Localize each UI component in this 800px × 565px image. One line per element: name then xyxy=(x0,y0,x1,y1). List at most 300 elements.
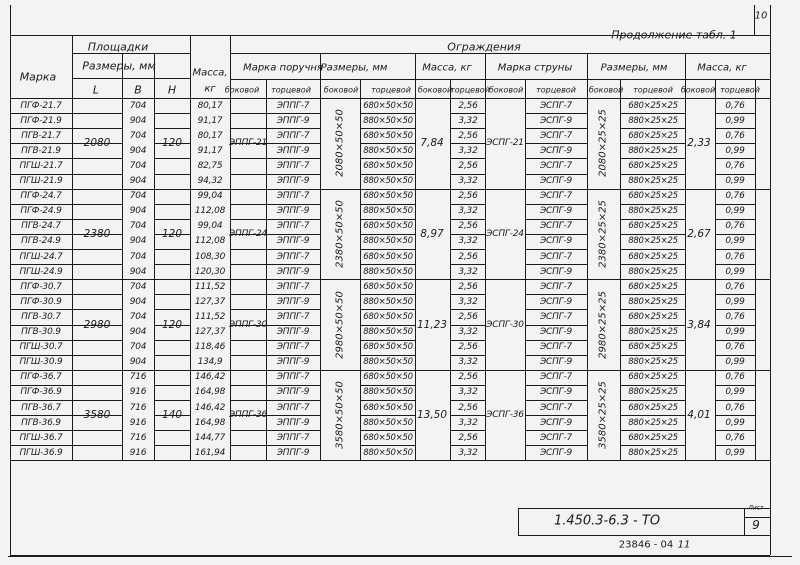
header-bokovoi: боковой xyxy=(224,85,260,95)
string-end-mass: 0,99 xyxy=(725,266,745,277)
row-mass: 94,32 xyxy=(197,176,223,187)
string-end-size: 680×25×25 xyxy=(628,160,678,171)
height-H: 120 xyxy=(161,318,183,331)
height-H: 120 xyxy=(161,137,183,150)
string-end-mark: ЭСПГ-9 xyxy=(539,327,573,338)
row-rule xyxy=(230,158,266,159)
row-rule xyxy=(620,128,685,129)
row-rule xyxy=(154,128,190,129)
row-rule xyxy=(266,400,320,401)
document-code: 1.450.3-6.3 - ТО xyxy=(553,513,661,529)
row-mass: 164,98 xyxy=(194,387,226,398)
rail-end-mass: 3,32 xyxy=(458,266,478,277)
row-rule xyxy=(266,174,320,175)
rail-end-mass: 3,32 xyxy=(458,145,478,156)
row-rule xyxy=(230,340,266,341)
rail-end-size: 680×50×50 xyxy=(363,160,413,171)
rail-end-mass: 2,56 xyxy=(458,342,478,353)
row-rule xyxy=(620,143,685,144)
table-rule xyxy=(360,79,361,460)
row-width-B: 704 xyxy=(129,160,147,171)
row-rule xyxy=(525,113,587,114)
row-rule xyxy=(525,385,587,386)
row-mass: 111,52 xyxy=(194,281,226,292)
row-mass: 164,98 xyxy=(194,417,226,428)
footer-stamp: 23846 - 04 xyxy=(618,539,674,551)
row-rule xyxy=(450,158,485,159)
row-rule xyxy=(715,219,755,220)
string-end-mark: ЭСПГ-7 xyxy=(539,251,573,262)
rail-end-mass: 3,32 xyxy=(458,176,478,187)
row-rule xyxy=(450,234,485,235)
row-width-B: 716 xyxy=(129,432,147,443)
row-rule xyxy=(360,325,415,326)
binding-edge-line xyxy=(8,556,792,557)
string-end-size: 880×25×25 xyxy=(628,387,678,398)
row-width-B: 904 xyxy=(129,236,147,247)
row-width-B: 716 xyxy=(129,372,147,383)
string-end-size: 880×25×25 xyxy=(628,206,678,217)
string-side-mass: 4,01 xyxy=(687,409,711,422)
row-mark: ПГВ-36.9 xyxy=(21,417,61,428)
row-rule xyxy=(525,445,587,446)
row-rule xyxy=(620,445,685,446)
rail-end-mass: 2,56 xyxy=(458,221,478,232)
rail-end-mass: 3,32 xyxy=(458,447,478,458)
string-end-size: 680×25×25 xyxy=(628,130,678,141)
rail-end-mass: 3,32 xyxy=(458,296,478,307)
row-rule xyxy=(620,234,685,235)
rail-end-mass: 2,56 xyxy=(458,402,478,413)
string-end-mass: 0,76 xyxy=(725,100,745,111)
rail-end-size: 680×50×50 xyxy=(363,311,413,322)
string-end-mark: ЭСПГ-9 xyxy=(539,296,573,307)
rail-end-size: 680×50×50 xyxy=(363,221,413,232)
group-rule xyxy=(10,279,770,280)
string-end-size: 680×25×25 xyxy=(628,372,678,383)
row-width-B: 904 xyxy=(129,206,147,217)
string-end-size: 880×25×25 xyxy=(628,447,678,458)
string-side-mass: 2,67 xyxy=(687,227,711,240)
rail-end-mark: ЭППГ-7 xyxy=(276,191,310,202)
table-rule xyxy=(72,78,190,79)
string-end-mark: ЭСПГ-9 xyxy=(539,115,573,126)
table-bottom-rule xyxy=(10,460,770,461)
row-rule xyxy=(620,264,685,265)
rail-end-mark: ЭППГ-9 xyxy=(276,266,310,277)
row-rule xyxy=(230,294,266,295)
row-rule xyxy=(360,234,415,235)
row-rule xyxy=(266,294,320,295)
sheet-number: 9 xyxy=(752,518,760,532)
string-end-mass: 0,76 xyxy=(725,342,745,353)
row-mass: 118,46 xyxy=(194,342,226,353)
row-rule xyxy=(10,158,122,159)
header-tortsevoi: торцевой xyxy=(271,85,311,95)
row-mark: ПГШ-36.9 xyxy=(19,447,63,458)
string-end-mark: ЭСПГ-9 xyxy=(539,387,573,398)
row-rule xyxy=(715,355,755,356)
row-rule xyxy=(266,385,320,386)
row-rule xyxy=(10,234,122,235)
string-end-mass: 0,76 xyxy=(725,251,745,262)
rail-end-size: 880×50×50 xyxy=(363,327,413,338)
row-rule xyxy=(230,264,266,265)
row-rule xyxy=(154,143,190,144)
row-rule xyxy=(10,174,122,175)
continuation-title: Продолжение табл. 1 xyxy=(611,28,737,42)
row-rule xyxy=(10,128,122,129)
row-rule xyxy=(10,204,122,205)
row-rule xyxy=(154,309,190,310)
header-H: H xyxy=(167,83,177,97)
string-end-mass: 0,76 xyxy=(725,372,745,383)
row-rule xyxy=(620,249,685,250)
row-rule xyxy=(230,234,266,235)
rail-end-mark: ЭППГ-9 xyxy=(276,115,310,126)
row-mark: ПГШ-21.7 xyxy=(19,160,63,171)
header-ograzhdenia: Ограждения xyxy=(447,40,521,54)
header-marka-struny: Марка струны xyxy=(497,62,573,74)
row-rule xyxy=(360,400,415,401)
row-width-B: 704 xyxy=(129,311,147,322)
header-razmery: Размеры, мм xyxy=(82,59,156,73)
row-rule xyxy=(525,430,587,431)
row-width-B: 904 xyxy=(129,115,147,126)
row-rule xyxy=(525,174,587,175)
length-L: 2980 xyxy=(83,318,111,331)
string-end-size: 880×25×25 xyxy=(628,176,678,187)
row-rule xyxy=(450,385,485,386)
string-end-size: 680×25×25 xyxy=(628,221,678,232)
row-mark: ПГФ-30.7 xyxy=(20,281,62,292)
header-tortsevoi: торцевой xyxy=(371,85,411,95)
rail-end-size: 680×50×50 xyxy=(363,432,413,443)
row-rule xyxy=(154,264,190,265)
row-rule xyxy=(715,325,755,326)
header-razmery-string: Размеры, мм xyxy=(600,62,668,74)
row-rule xyxy=(230,174,266,175)
header-top-rule xyxy=(10,35,770,36)
row-rule xyxy=(620,325,685,326)
header-ploshchadki: Площадки xyxy=(87,40,149,54)
rail-end-mark: ЭППГ-9 xyxy=(276,417,310,428)
string-end-mass: 0,99 xyxy=(725,447,745,458)
rail-side-size: 2380×50×50 xyxy=(334,200,346,268)
row-rule xyxy=(266,219,320,220)
row-width-B: 716 xyxy=(129,402,147,413)
row-mark: ПГШ-24.7 xyxy=(19,251,63,262)
rail-end-mark: ЭППГ-9 xyxy=(276,447,310,458)
footer-mark: 11 xyxy=(677,539,691,551)
row-rule xyxy=(450,294,485,295)
row-rule xyxy=(620,385,685,386)
header-B: B xyxy=(134,83,142,97)
table-rule xyxy=(10,98,770,99)
row-rule xyxy=(266,113,320,114)
string-end-size: 680×25×25 xyxy=(628,251,678,262)
row-rule xyxy=(450,113,485,114)
table-rule xyxy=(230,35,231,460)
row-rule xyxy=(715,400,755,401)
rail-side-size: 2080×50×50 xyxy=(334,109,346,178)
rail-end-mass: 3,32 xyxy=(458,236,478,247)
rail-side-mass: 8,97 xyxy=(420,227,444,240)
string-end-mark: ЭСПГ-7 xyxy=(539,432,573,443)
drawing-sheet xyxy=(10,5,770,555)
row-rule xyxy=(266,264,320,265)
rail-end-size: 880×50×50 xyxy=(363,176,413,187)
row-rule xyxy=(715,264,755,265)
row-rule xyxy=(154,204,190,205)
row-rule xyxy=(525,249,587,250)
row-rule xyxy=(620,309,685,310)
row-rule xyxy=(266,128,320,129)
row-rule xyxy=(715,158,755,159)
string-mark: ЭСПГ-36 xyxy=(486,410,524,421)
row-mass: 112,08 xyxy=(194,236,226,247)
row-width-B: 916 xyxy=(129,417,147,428)
header-massa-string: Масса, кг xyxy=(697,62,747,74)
row-rule xyxy=(10,219,122,220)
row-rule xyxy=(230,355,266,356)
string-end-mark: ЭСПГ-9 xyxy=(539,357,573,368)
rail-end-mark: ЭППГ-9 xyxy=(276,327,310,338)
row-rule xyxy=(620,174,685,175)
row-rule xyxy=(230,219,266,220)
row-rule xyxy=(360,219,415,220)
row-rule xyxy=(230,430,266,431)
rail-end-mark: ЭППГ-9 xyxy=(276,145,310,156)
rail-mark: ЭППГ-30 xyxy=(228,319,268,330)
row-rule xyxy=(360,113,415,114)
row-mass: 112,08 xyxy=(194,206,226,217)
string-mark: ЭСПГ-30 xyxy=(486,319,524,330)
string-end-mass: 0,99 xyxy=(725,327,745,338)
row-rule xyxy=(715,204,755,205)
string-end-mark: ЭСПГ-7 xyxy=(539,191,573,202)
rail-end-size: 880×50×50 xyxy=(363,115,413,126)
row-rule xyxy=(360,174,415,175)
title-block-left xyxy=(518,508,519,535)
rail-end-size: 880×50×50 xyxy=(363,145,413,156)
row-rule xyxy=(715,113,755,114)
row-rule xyxy=(525,143,587,144)
string-mark: ЭСПГ-24 xyxy=(486,228,524,239)
row-mass: 111,52 xyxy=(194,311,226,322)
title-block-top xyxy=(518,508,770,509)
string-end-mass: 0,76 xyxy=(725,130,745,141)
row-mass: 146,42 xyxy=(194,372,226,383)
row-rule xyxy=(525,400,587,401)
string-end-mass: 0,99 xyxy=(725,357,745,368)
row-rule xyxy=(525,355,587,356)
row-rule xyxy=(360,128,415,129)
string-end-mass: 0,76 xyxy=(725,160,745,171)
string-end-mark: ЭСПГ-9 xyxy=(539,266,573,277)
table-rule xyxy=(685,53,686,460)
rail-end-mass: 3,32 xyxy=(458,206,478,217)
string-end-size: 680×25×25 xyxy=(628,402,678,413)
row-rule xyxy=(525,219,587,220)
rail-end-mark: ЭППГ-7 xyxy=(276,251,310,262)
row-rule xyxy=(230,325,266,326)
header-bokovoi: боковой xyxy=(588,85,624,95)
string-mark: ЭСПГ-21 xyxy=(486,138,524,149)
string-end-size: 880×25×25 xyxy=(628,236,678,247)
string-end-size: 880×25×25 xyxy=(628,266,678,277)
rail-end-mass: 2,56 xyxy=(458,311,478,322)
table-rule xyxy=(620,79,621,460)
row-rule xyxy=(154,249,190,250)
row-rule xyxy=(10,355,122,356)
string-end-size: 880×25×25 xyxy=(628,357,678,368)
string-end-mass: 0,99 xyxy=(725,236,745,247)
header-tortsevoi: торцевой xyxy=(720,85,760,95)
row-mass: 80,17 xyxy=(197,100,223,111)
row-rule xyxy=(525,234,587,235)
row-rule xyxy=(525,264,587,265)
row-rule xyxy=(620,113,685,114)
header-bokovoi: боковой xyxy=(488,85,524,95)
header-bokovoi: боковой xyxy=(680,85,716,95)
row-rule xyxy=(154,340,190,341)
row-width-B: 904 xyxy=(129,327,147,338)
row-rule xyxy=(10,264,122,265)
row-rule xyxy=(360,355,415,356)
rail-end-mark: ЭППГ-7 xyxy=(276,432,310,443)
row-width-B: 704 xyxy=(129,221,147,232)
row-width-B: 904 xyxy=(129,145,147,156)
length-L: 3580 xyxy=(83,409,111,422)
row-rule xyxy=(154,294,190,295)
header-bokovoi: боковой xyxy=(323,85,359,95)
string-end-mass: 0,99 xyxy=(725,206,745,217)
row-rule xyxy=(450,128,485,129)
row-rule xyxy=(230,113,266,114)
row-width-B: 704 xyxy=(129,251,147,262)
rail-end-size: 680×50×50 xyxy=(363,191,413,202)
row-rule xyxy=(450,445,485,446)
row-rule xyxy=(715,294,755,295)
row-rule xyxy=(450,264,485,265)
string-end-mark: ЭСПГ-7 xyxy=(539,130,573,141)
rail-end-size: 880×50×50 xyxy=(363,417,413,428)
row-mark: ПГШ-24.9 xyxy=(19,266,63,277)
row-rule xyxy=(715,340,755,341)
header-tortsevoi: торцевой xyxy=(450,85,490,95)
rail-side-size: 3580×50×50 xyxy=(334,381,346,449)
row-rule xyxy=(715,143,755,144)
row-mass: 127,37 xyxy=(194,296,226,307)
table-rule xyxy=(587,53,588,460)
row-rule xyxy=(266,430,320,431)
rail-end-mark: ЭППГ-7 xyxy=(276,100,310,111)
rail-end-mark: ЭППГ-7 xyxy=(276,311,310,322)
row-rule xyxy=(360,294,415,295)
row-mark: ПГФ-30.9 xyxy=(20,296,62,307)
table-rule xyxy=(485,53,486,460)
row-rule xyxy=(154,355,190,356)
corner-stamp-rule xyxy=(754,5,755,35)
rail-end-mark: ЭППГ-9 xyxy=(276,296,310,307)
row-mass: 99,04 xyxy=(197,191,223,202)
row-mass: 127,37 xyxy=(194,327,226,338)
rail-end-mass: 2,56 xyxy=(458,372,478,383)
string-end-mass: 0,99 xyxy=(725,115,745,126)
row-rule xyxy=(715,415,755,416)
row-rule xyxy=(715,309,755,310)
row-rule xyxy=(266,249,320,250)
row-rule xyxy=(620,430,685,431)
row-mark: ПГШ-30.9 xyxy=(19,357,63,368)
row-rule xyxy=(525,325,587,326)
row-rule xyxy=(525,415,587,416)
rail-end-size: 680×50×50 xyxy=(363,402,413,413)
string-end-mark: ЭСПГ-9 xyxy=(539,236,573,247)
row-mass: 161,94 xyxy=(194,447,226,458)
header-razmery-rail: Размеры, мм xyxy=(320,62,388,74)
rail-end-size: 680×50×50 xyxy=(363,281,413,292)
rail-end-size: 880×50×50 xyxy=(363,236,413,247)
string-side-mass: 2,33 xyxy=(687,137,711,150)
row-rule xyxy=(450,219,485,220)
row-mark: ПГВ-24.7 xyxy=(21,221,61,232)
rail-end-mass: 2,56 xyxy=(458,432,478,443)
row-rule xyxy=(360,249,415,250)
rail-mark: ЭППГ-36 xyxy=(228,410,268,421)
row-rule xyxy=(360,309,415,310)
row-rule xyxy=(450,174,485,175)
row-mark: ПГВ-24.9 xyxy=(21,236,61,247)
rail-end-mass: 2,56 xyxy=(458,160,478,171)
string-end-mass: 0,99 xyxy=(725,387,745,398)
row-rule xyxy=(266,204,320,205)
rail-end-size: 680×50×50 xyxy=(363,130,413,141)
title-block-sheet-rule xyxy=(744,517,770,518)
row-rule xyxy=(266,234,320,235)
row-rule xyxy=(620,219,685,220)
row-rule xyxy=(450,309,485,310)
row-rule xyxy=(715,234,755,235)
string-end-mass: 0,99 xyxy=(725,296,745,307)
row-rule xyxy=(525,340,587,341)
table-rule xyxy=(320,53,321,460)
string-end-size: 880×25×25 xyxy=(628,417,678,428)
row-rule xyxy=(450,430,485,431)
rail-end-mass: 2,56 xyxy=(458,100,478,111)
string-end-mark: ЭСПГ-9 xyxy=(539,447,573,458)
string-end-mark: ЭСПГ-7 xyxy=(539,311,573,322)
rail-end-mark: ЭППГ-9 xyxy=(276,236,310,247)
row-mass: 82,75 xyxy=(197,160,223,171)
table-rule xyxy=(266,79,267,460)
row-rule xyxy=(450,325,485,326)
table-rule xyxy=(72,53,190,54)
rail-mark: ЭППГ-21 xyxy=(228,138,268,149)
row-rule xyxy=(154,430,190,431)
string-end-mark: ЭСПГ-9 xyxy=(539,206,573,217)
row-width-B: 704 xyxy=(129,100,147,111)
row-rule xyxy=(10,340,122,341)
row-rule xyxy=(266,445,320,446)
row-rule xyxy=(154,174,190,175)
rail-end-mass: 3,32 xyxy=(458,115,478,126)
rail-end-size: 880×50×50 xyxy=(363,296,413,307)
row-rule xyxy=(360,204,415,205)
row-rule xyxy=(620,294,685,295)
row-rule xyxy=(154,113,190,114)
